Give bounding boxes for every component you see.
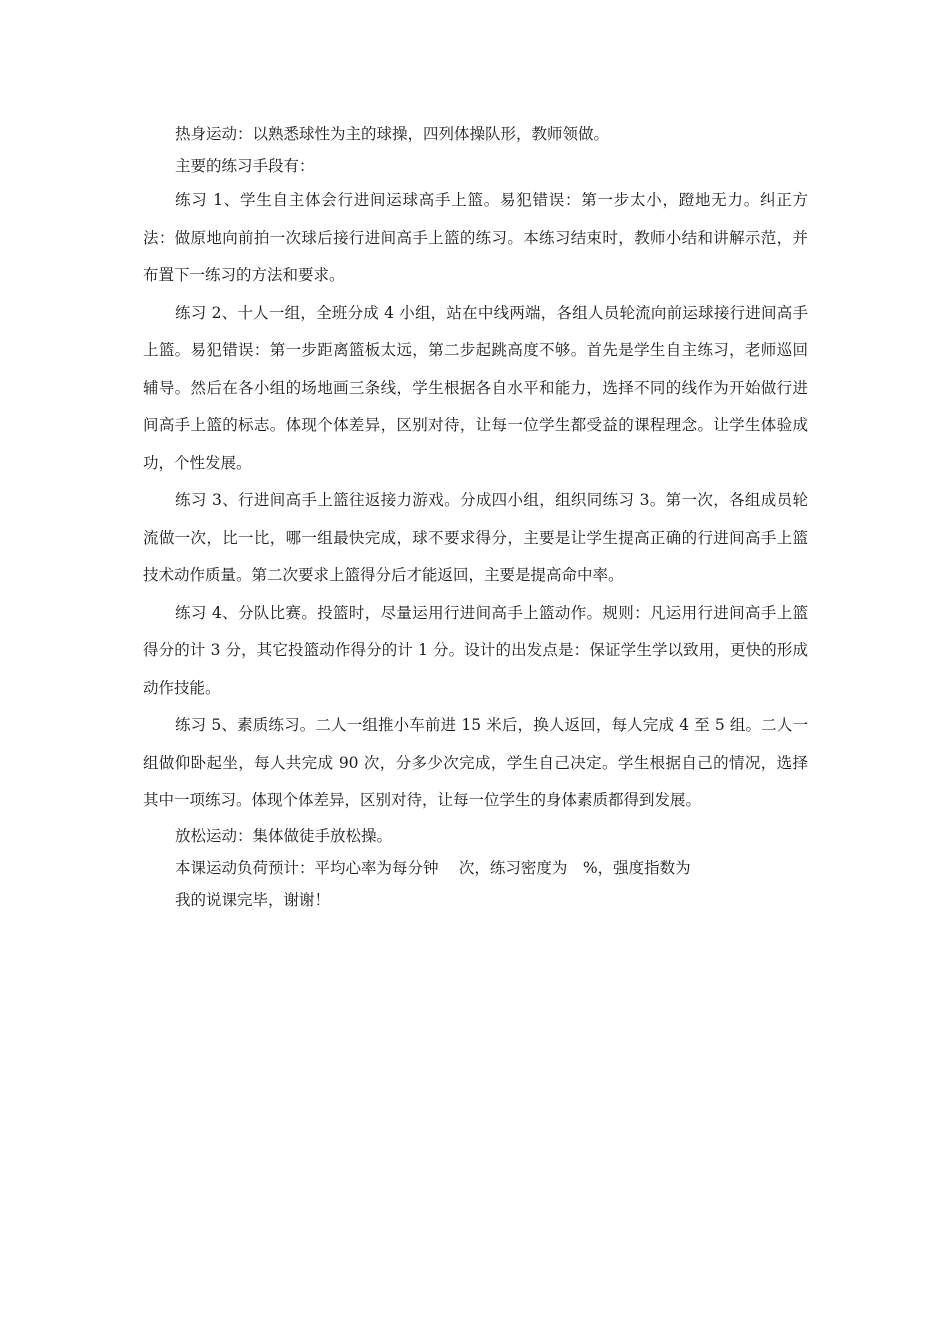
paragraph-exercise-3: 练习 3、行进间高手上篮往返接力游戏。分成四小组，组织同练习 3。第一次，各组成员轮流做一次，比一比，哪一组最快完成，球不要求得分，主要是让学生提高正确的行进间高手上篮技术动作质量。第二次要求上篮得分后才能返回，主要是提高命中率。 [143,491,808,584]
paragraph-exercise-2: 练习 2、十人一组，全班分成 4 小组，站在中线两端，各组人员轮流向前运球接行进间高手上篮。易犯错误：第一步距离篮板太远，第二步起跳高度不够。首先是学生自主练习，老师巡回辅导。然后在各小组的场地画三条线，学生根据各自水平和能力，选择不同的线作为开始做行进间高手上篮的标志。体现个体差异，区别对待，让每一位学生都受益的课程理念。让学生体验成功，个性发展。 [143,303,808,472]
paragraph-exercise-5: 练习 5、素质练习。二人一组推小车前进 15 米后，换人返回，每人完成 4 至 5 组。二人一组做仰卧起坐，每人共完成 90 次，分多少次完成，学生自己决定。学生根据自己的情况，选择其中一项练习。体现个体差异，区别对待，让每一位学生的身体素质都得到发展。 [143,716,808,809]
paragraph-exercise-4: 练习 4、分队比赛。投篮时，尽量运用行进间高手上篮动作。规则：凡运用行进间高手上篮得分的计 3 分，其它投篮动作得分的计 1 分。设计的出发点是：保证学生学以致用，更快的形成动作技能。 [143,603,808,697]
paragraph-cooldown: 放松运动：集体做徒手放松操。 [175,826,393,845]
paragraph-main-methods: 主要的练习手段有： [175,157,315,175]
paragraph-closing: 我的说课完毕，谢谢！ [175,890,331,909]
paragraph-load-estimate: 本课运动负荷预计：平均心率为每分钟 次，练习密度为 %，强度指数为 [175,858,691,877]
document-body [143,118,808,916]
paragraph-warmup: 热身运动：以熟悉球性为主的球操，四列体操队形，教师领做。 [175,125,610,143]
paragraph-exercise-1: 练习 1、学生自主体会行进间运球高手上篮。易犯错误：第一步太小，蹬地无力。纠正方法：做原地向前拍一次球后接行进间高手上篮的练习。本练习结束时，教师小结和讲解示范，并布置下一练习的方法和要求。 [143,191,808,284]
